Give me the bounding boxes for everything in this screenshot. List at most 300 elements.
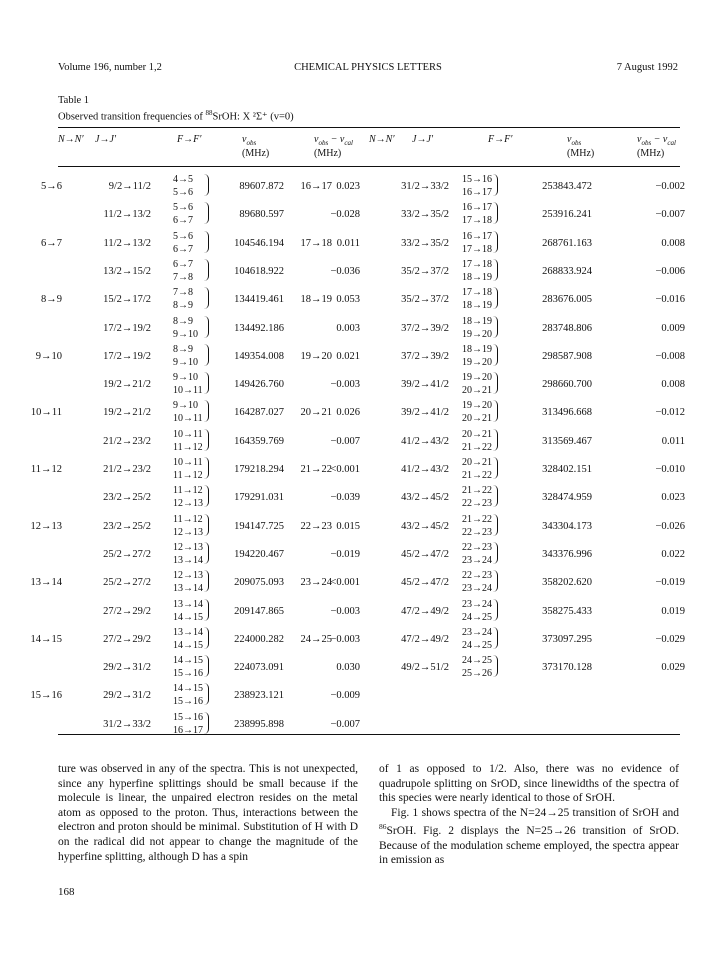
cell-j-transition: 31/2→33/2	[401, 181, 449, 192]
table-bottom-rule	[58, 734, 680, 735]
cell-j-transition: 35/2→37/2	[401, 294, 449, 306]
f-transition-lower: 8→9	[173, 300, 193, 312]
cell-n-transition: 9→10	[35, 350, 62, 362]
cell-n-transition: 10→11	[30, 407, 62, 419]
f-transition-upper: 10→11	[173, 457, 203, 468]
table-header-rule	[58, 166, 680, 167]
f-transition-upper: 20→21	[462, 457, 492, 468]
f-transition-lower: 23→24	[462, 554, 492, 566]
cell-n-transition: 17→18	[300, 237, 332, 249]
f-transition-lower: 13→14	[173, 583, 203, 595]
table-top-rule	[58, 127, 680, 128]
column-header-f	[488, 134, 512, 145]
cell-j-transition: 27/2→29/2	[103, 633, 151, 645]
nu-subscript: obs	[641, 139, 652, 147]
cell-n-transition: 23→24	[300, 577, 332, 589]
cell-nu-diff: −0.039	[330, 492, 360, 504]
volume-info: Volume 196, number 1,2	[58, 62, 162, 73]
cell-nu-diff: −0.007	[330, 435, 360, 447]
cell-nu-diff: 0.008	[661, 237, 685, 249]
cell-j-transition: 9/2→11/2	[108, 181, 151, 192]
cell-nu-diff: −0.012	[655, 407, 685, 419]
cell-n-transition: 8→9	[41, 294, 62, 306]
f-transition-upper: 12→13	[173, 541, 203, 553]
brace-mark	[492, 485, 498, 507]
cell-n-transition: 22→23	[300, 520, 332, 532]
cell-nu-obs: 238995.898	[234, 718, 284, 730]
cell-j-transition: 49/2→51/2	[401, 662, 449, 674]
f-transition-lower: 10→11	[173, 385, 203, 397]
f-transition-upper: 17→18	[462, 258, 492, 270]
f-transition-upper: 8→9	[173, 343, 193, 355]
cell-f-transitions	[462, 173, 502, 199]
cell-nu-diff: −0.029	[655, 633, 685, 645]
brace-mark	[492, 429, 498, 451]
table-caption	[58, 109, 294, 123]
cell-f-transitions	[462, 484, 502, 510]
brace-mark	[492, 599, 498, 621]
cell-f-transitions	[462, 399, 502, 425]
cell-n-transition: 19→20	[300, 350, 332, 362]
cell-nu-diff: −0.003	[330, 605, 360, 617]
cell-nu-diff: −0.002	[655, 181, 685, 192]
cell-nu-diff: −0.016	[655, 294, 685, 306]
caption-isotope: 88	[205, 109, 213, 117]
f-transition-lower: 14→15	[173, 611, 203, 623]
cell-nu-obs: 253916.241	[542, 209, 592, 221]
journal-name: CHEMICAL PHYSICS LETTERS	[294, 62, 442, 73]
f-transition-upper: 15→16	[173, 711, 203, 723]
f-transition-lower: 18→19	[462, 271, 492, 283]
brace-mark	[492, 400, 498, 422]
body-column-left	[58, 762, 358, 864]
nu-subscript: cal	[344, 139, 353, 147]
cell-f-transitions	[462, 569, 502, 595]
f-transition-lower: 21→22	[462, 441, 492, 453]
f-transition-upper: 19→20	[462, 400, 492, 412]
cell-nu-obs: 149426.760	[234, 379, 284, 391]
cell-nu-obs: 298587.908	[542, 350, 592, 362]
column-header-nu-obs-unit	[567, 148, 594, 159]
cell-nu-diff: −0.010	[655, 464, 685, 475]
cell-j-transition: 35/2→37/2	[401, 265, 449, 277]
isotope-superscript: 86	[379, 822, 387, 832]
f-transition-upper: 16→17	[462, 202, 492, 214]
cell-nu-diff: 0.003	[336, 322, 360, 334]
cell-f-transitions	[462, 371, 502, 397]
cell-nu-obs: 134492.186	[234, 322, 284, 334]
cell-j-transition: 47/2→49/2	[401, 605, 449, 617]
cell-nu-obs: 298660.700	[542, 379, 592, 391]
f-transition-upper: 11→12	[173, 513, 203, 525]
f-transition-upper: 19→20	[462, 372, 492, 384]
cell-nu-obs: 164287.027	[234, 407, 284, 419]
cell-nu-diff: 0.021	[336, 350, 360, 362]
cell-j-transition: 13/2→15/2	[103, 265, 151, 277]
cell-nu-obs: 313569.467	[542, 435, 592, 447]
cell-f-transitions	[462, 513, 502, 539]
brace-mark	[492, 202, 498, 224]
column-header-n	[369, 134, 395, 145]
cell-j-transition: 19/2→21/2	[103, 407, 151, 419]
cell-nu-diff: 0.053	[336, 294, 360, 306]
cell-nu-obs: 209075.093	[234, 577, 284, 589]
f-transition-upper: 17→18	[462, 287, 492, 299]
f-transition-upper: 7→8	[173, 287, 193, 299]
caption-rest: SrOH: X ²Σ⁺ (v=0)	[212, 111, 294, 123]
cell-f-transitions	[462, 230, 502, 256]
cell-nu-obs: 283748.806	[542, 322, 592, 334]
cell-nu-obs: 149354.008	[234, 350, 284, 362]
f-transition-lower: 11→12	[173, 441, 203, 453]
cell-nu-diff: −0.019	[330, 548, 360, 560]
cell-f-transitions	[462, 258, 502, 284]
f-transition-lower: 16→17	[173, 724, 203, 736]
cell-n-transition: 12→13	[30, 520, 62, 532]
unit-text: (MHz)	[314, 148, 342, 159]
f-transition-upper: 18→19	[462, 343, 492, 355]
cell-j-transition: 41/2→43/2	[401, 435, 449, 447]
cell-nu-obs: 328402.151	[542, 464, 592, 475]
column-header-nu-diff-unit	[637, 148, 664, 159]
column-header-nu-obs-unit	[242, 148, 269, 159]
cell-nu-obs: 224073.091	[234, 662, 284, 674]
brace-mark	[492, 174, 498, 196]
cell-f-transitions	[462, 286, 502, 312]
f-transition-lower: 7→8	[173, 271, 193, 283]
f-transition-upper: 21→22	[462, 485, 492, 497]
f-transition-upper: 14→15	[173, 683, 203, 695]
cell-nu-obs: 268833.924	[542, 265, 592, 277]
brace-mark	[492, 287, 498, 309]
body-paragraph: of 1 as opposed to 1/2. Also, there was no evidence of quadrupole splitting on SrOD, since linewidths of the spectra of this species were nearly identical to those of SrOH.	[379, 763, 679, 805]
nu-symbol: ν	[637, 134, 642, 145]
jj-header-text: J→J′	[95, 134, 117, 145]
brace-mark	[492, 344, 498, 366]
ff-header-text: F→F′	[177, 134, 202, 145]
running-header	[58, 62, 678, 78]
cell-j-transition: 23/2→25/2	[103, 520, 151, 532]
cell-nu-diff: −0.007	[330, 718, 360, 730]
column-header-nu-obs	[567, 134, 581, 147]
f-transition-upper: 12→13	[173, 570, 203, 582]
f-transition-upper: 9→10	[173, 400, 198, 412]
nu-symbol: ν	[567, 134, 572, 145]
f-transition-upper: 5→6	[173, 202, 193, 214]
brace-mark	[492, 570, 498, 592]
f-transition-lower: 12→13	[173, 526, 203, 538]
cell-nu-obs: 313496.668	[542, 407, 592, 419]
cell-nu-obs: 373097.295	[542, 633, 592, 645]
cell-nu-diff: −0.019	[655, 577, 685, 589]
f-transition-lower: 18→19	[462, 300, 492, 312]
cell-n-transition: 11→12	[30, 464, 62, 475]
f-transition-upper: 16→17	[462, 230, 492, 242]
cell-f-transitions	[462, 626, 502, 652]
f-transition-upper: 4→5	[173, 174, 193, 185]
f-transition-lower: 19→20	[462, 328, 492, 340]
f-transition-upper: 11→12	[173, 485, 203, 497]
cell-nu-diff: 0.026	[336, 407, 360, 419]
f-transition-lower: 22→23	[462, 526, 492, 538]
cell-nu-diff: −0.026	[655, 520, 685, 532]
f-transition-lower: 15→16	[173, 696, 203, 708]
cell-nu-obs: 268761.163	[542, 237, 592, 249]
brace-mark	[492, 655, 498, 677]
brace-mark	[492, 316, 498, 338]
cell-j-transition: 29/2→31/2	[103, 662, 151, 674]
column-header-f	[177, 134, 201, 145]
f-transition-lower: 6→7	[173, 215, 193, 227]
f-transition-upper: 23→24	[462, 626, 492, 638]
table-label: Table 1	[58, 95, 90, 106]
cell-f-transitions	[462, 428, 502, 454]
cell-nu-diff: 0.019	[661, 605, 685, 617]
brace-mark	[492, 627, 498, 649]
cell-j-transition: 25/2→27/2	[103, 548, 151, 560]
body-column-right	[379, 762, 679, 868]
cell-nu-obs: 194220.467	[234, 548, 284, 560]
f-transition-lower: 19→20	[462, 356, 492, 368]
f-transition-upper: 22→23	[462, 570, 492, 582]
cell-n-transition: 16→17	[300, 181, 332, 192]
cell-j-transition: 39/2→41/2	[401, 407, 449, 419]
f-transition-lower: 6→7	[173, 243, 193, 255]
minus-nu: − ν	[651, 134, 668, 145]
cell-nu-obs: 328474.959	[542, 492, 592, 504]
cell-j-transition: 31/2→33/2	[103, 718, 151, 730]
f-transition-upper: 6→7	[173, 258, 193, 270]
f-transition-upper: 10→11	[173, 428, 203, 440]
body-paragraph: SrOH. Fig. 2 displays the N=25→26 transition of SrOD. Because of the modulation scheme employed, the spectra appear in emission as	[379, 825, 679, 867]
cell-j-transition: 17/2→19/2	[103, 322, 151, 334]
cell-j-transition: 41/2→43/2	[401, 464, 449, 475]
cell-j-transition: 29/2→31/2	[103, 690, 151, 702]
cell-nu-diff: 0.011	[336, 237, 360, 249]
f-transition-lower: 11→12	[173, 470, 203, 481]
f-transition-upper: 20→21	[462, 428, 492, 440]
cell-nu-obs: 89680.597	[239, 209, 284, 221]
f-transition-upper: 15→16	[462, 174, 492, 185]
brace-mark	[492, 514, 498, 536]
cell-n-transition: 24→25	[300, 633, 332, 645]
column-header-nu-diff-unit	[314, 148, 341, 159]
cell-nu-obs: 179291.031	[234, 492, 284, 504]
cell-nu-diff: 0.023	[661, 492, 685, 504]
cell-j-transition: 27/2→29/2	[103, 605, 151, 617]
cell-nu-diff: 0.030	[336, 662, 360, 674]
brace-mark	[492, 372, 498, 394]
f-transition-upper: 21→22	[462, 513, 492, 525]
cell-f-transitions	[462, 654, 502, 680]
cell-j-transition: 25/2→27/2	[103, 577, 151, 589]
cell-n-transition: 14→15	[30, 633, 62, 645]
cell-nu-obs: 283676.005	[542, 294, 592, 306]
cell-nu-diff: −0.009	[330, 690, 360, 702]
column-header-j	[412, 134, 433, 145]
body-paragraph: Fig. 1 shows spectra of the N=24→25 transition of SrOH and	[391, 806, 679, 819]
f-transition-lower: 14→15	[173, 639, 203, 651]
f-transition-lower: 16→17	[462, 187, 492, 198]
f-transition-upper: 24→25	[462, 655, 492, 667]
cell-nu-obs: 343304.173	[542, 520, 592, 532]
caption-prefix: Observed transition frequencies of	[58, 111, 206, 123]
f-transition-lower: 10→11	[173, 413, 203, 425]
cell-j-transition: 21/2→23/2	[103, 435, 151, 447]
cell-n-transition: 6→7	[41, 237, 62, 249]
cell-nu-obs: 343376.996	[542, 548, 592, 560]
cell-j-transition: 37/2→39/2	[401, 350, 449, 362]
cell-nu-obs: 238923.121	[234, 690, 284, 702]
cell-nu-obs: 224000.282	[234, 633, 284, 645]
column-header-nu-diff	[637, 134, 676, 147]
cell-nu-obs: 104546.194	[234, 237, 284, 249]
f-transition-upper: 9→10	[173, 372, 198, 384]
cell-j-transition: 45/2→47/2	[401, 577, 449, 589]
f-transition-upper: 13→14	[173, 626, 203, 638]
f-transition-lower: 17→18	[462, 243, 492, 255]
f-transition-upper: 14→15	[173, 655, 203, 667]
cell-nu-obs: 89607.872	[239, 181, 284, 192]
f-transition-lower: 21→22	[462, 470, 492, 481]
f-transition-lower: 9→10	[173, 356, 198, 368]
f-transition-upper: 8→9	[173, 315, 193, 327]
cell-j-transition: 33/2→35/2	[401, 237, 449, 249]
cell-j-transition: 37/2→39/2	[401, 322, 449, 334]
cell-j-transition: 19/2→21/2	[103, 379, 151, 391]
cell-n-transition: 21→22	[300, 464, 332, 475]
cell-nu-obs: 194147.725	[234, 520, 284, 532]
cell-nu-obs: 164359.769	[234, 435, 284, 447]
nu-symbol: ν	[314, 134, 319, 145]
page-number: 168	[58, 886, 75, 898]
body-paragraph: ture was observed in any of the spectra. This is not unexpected, since any hyperfine splittings should be small because if the molecule is linear, the unpaired electron resides on the metal atom as opposed to the proton. Thus, interactions between the electron and proton should be minimal. Substitution of H with D on the radical did not appear to change the magnitude of the hyperfine splitting, although D has a spin	[58, 763, 358, 863]
f-transition-upper: 13→14	[173, 598, 203, 610]
cell-n-transition: 15→16	[30, 690, 62, 702]
column-header-nu-diff	[314, 134, 353, 147]
cell-nu-obs: 358275.433	[542, 605, 592, 617]
brace-mark	[492, 259, 498, 281]
column-header-n	[58, 134, 84, 145]
unit-text: (MHz)	[242, 148, 270, 159]
column-header-nu-obs	[242, 134, 256, 147]
ff-header-text: F→F′	[488, 134, 513, 145]
nu-subscript: cal	[667, 139, 676, 147]
brace-mark	[492, 457, 498, 479]
cell-f-transitions	[462, 201, 502, 227]
nu-subscript: obs	[318, 139, 329, 147]
unit-text: (MHz)	[567, 148, 595, 159]
cell-f-transitions	[462, 456, 502, 482]
brace-mark	[492, 542, 498, 564]
cell-nu-diff: −0.003	[330, 379, 360, 391]
f-transition-lower: 13→14	[173, 554, 203, 566]
cell-j-transition: 47/2→49/2	[401, 633, 449, 645]
f-transition-lower: 24→25	[462, 639, 492, 651]
cell-nu-obs: 209147.865	[234, 605, 284, 617]
nu-subscript: obs	[246, 139, 257, 147]
cell-nu-obs: 358202.620	[542, 577, 592, 589]
cell-n-transition: 18→19	[300, 294, 332, 306]
cell-nu-diff: −0.036	[330, 265, 360, 277]
f-transition-lower: 15→16	[173, 668, 203, 680]
cell-nu-obs: 253843.472	[542, 181, 592, 192]
cell-nu-obs: 104618.922	[234, 265, 284, 277]
cell-nu-diff: 0.009	[661, 322, 685, 334]
cell-nu-diff: <0.001	[330, 464, 360, 475]
cell-nu-diff: −0.007	[655, 209, 685, 221]
cell-f-transitions	[462, 315, 502, 341]
cell-j-transition: 15/2→17/2	[103, 294, 151, 306]
cell-nu-diff: 0.008	[661, 379, 685, 391]
cell-j-transition: 39/2→41/2	[401, 379, 449, 391]
cell-nu-obs: 179218.294	[234, 464, 284, 475]
cell-nu-diff: −0.008	[655, 350, 685, 362]
cell-j-transition: 11/2→13/2	[103, 237, 151, 249]
cell-nu-diff: −0.003	[330, 633, 360, 645]
cell-j-transition: 23/2→25/2	[103, 492, 151, 504]
cell-j-transition: 45/2→47/2	[401, 548, 449, 560]
f-transition-lower: 20→21	[462, 413, 492, 425]
f-transition-lower: 23→24	[462, 583, 492, 595]
cell-f-transitions	[462, 343, 502, 369]
f-transition-lower: 5→6	[173, 187, 193, 198]
nu-subscript: obs	[571, 139, 582, 147]
cell-j-transition: 43/2→45/2	[401, 520, 449, 532]
cell-j-transition: 11/2→13/2	[103, 209, 151, 221]
cell-nu-diff: 0.029	[661, 662, 685, 674]
cell-n-transition: 13→14	[30, 577, 62, 589]
cell-f-transitions	[462, 541, 502, 567]
issue-date: 7 August 1992	[616, 62, 678, 73]
cell-nu-diff: 0.022	[661, 548, 685, 560]
f-transition-lower: 22→23	[462, 498, 492, 510]
cell-nu-diff: 0.015	[336, 520, 360, 532]
f-transition-lower: 24→25	[462, 611, 492, 623]
cell-nu-obs: 373170.128	[542, 662, 592, 674]
cell-j-transition: 33/2→35/2	[401, 209, 449, 221]
cell-nu-obs: 134419.461	[234, 294, 284, 306]
cell-j-transition: 17/2→19/2	[103, 350, 151, 362]
cell-nu-diff: −0.006	[655, 265, 685, 277]
cell-nu-diff: −0.028	[330, 209, 360, 221]
f-transition-upper: 23→24	[462, 598, 492, 610]
brace-mark	[492, 231, 498, 253]
jj-header-text: J→J′	[412, 134, 434, 145]
nn-header-text: N→N′	[58, 134, 84, 145]
cell-f-transitions	[462, 598, 502, 624]
f-transition-upper: 22→23	[462, 541, 492, 553]
f-transition-upper: 5→6	[173, 230, 193, 242]
f-transition-lower: 9→10	[173, 328, 198, 340]
f-transition-lower: 17→18	[462, 215, 492, 227]
f-transition-lower: 25→26	[462, 668, 492, 680]
nn-header-text: N→N′	[369, 134, 395, 145]
cell-n-transition: 20→21	[300, 407, 332, 419]
cell-nu-diff: 0.011	[661, 435, 685, 447]
nu-symbol: ν	[242, 134, 247, 145]
cell-j-transition: 21/2→23/2	[103, 464, 151, 475]
cell-n-transition: 5→6	[41, 181, 62, 192]
cell-nu-diff: <0.001	[330, 577, 360, 589]
cell-nu-diff: 0.023	[336, 181, 360, 192]
f-transition-lower: 12→13	[173, 498, 203, 510]
f-transition-lower: 20→21	[462, 385, 492, 397]
cell-j-transition: 43/2→45/2	[401, 492, 449, 504]
unit-text: (MHz)	[637, 148, 665, 159]
minus-nu: − ν	[328, 134, 345, 145]
column-header-j	[95, 134, 116, 145]
